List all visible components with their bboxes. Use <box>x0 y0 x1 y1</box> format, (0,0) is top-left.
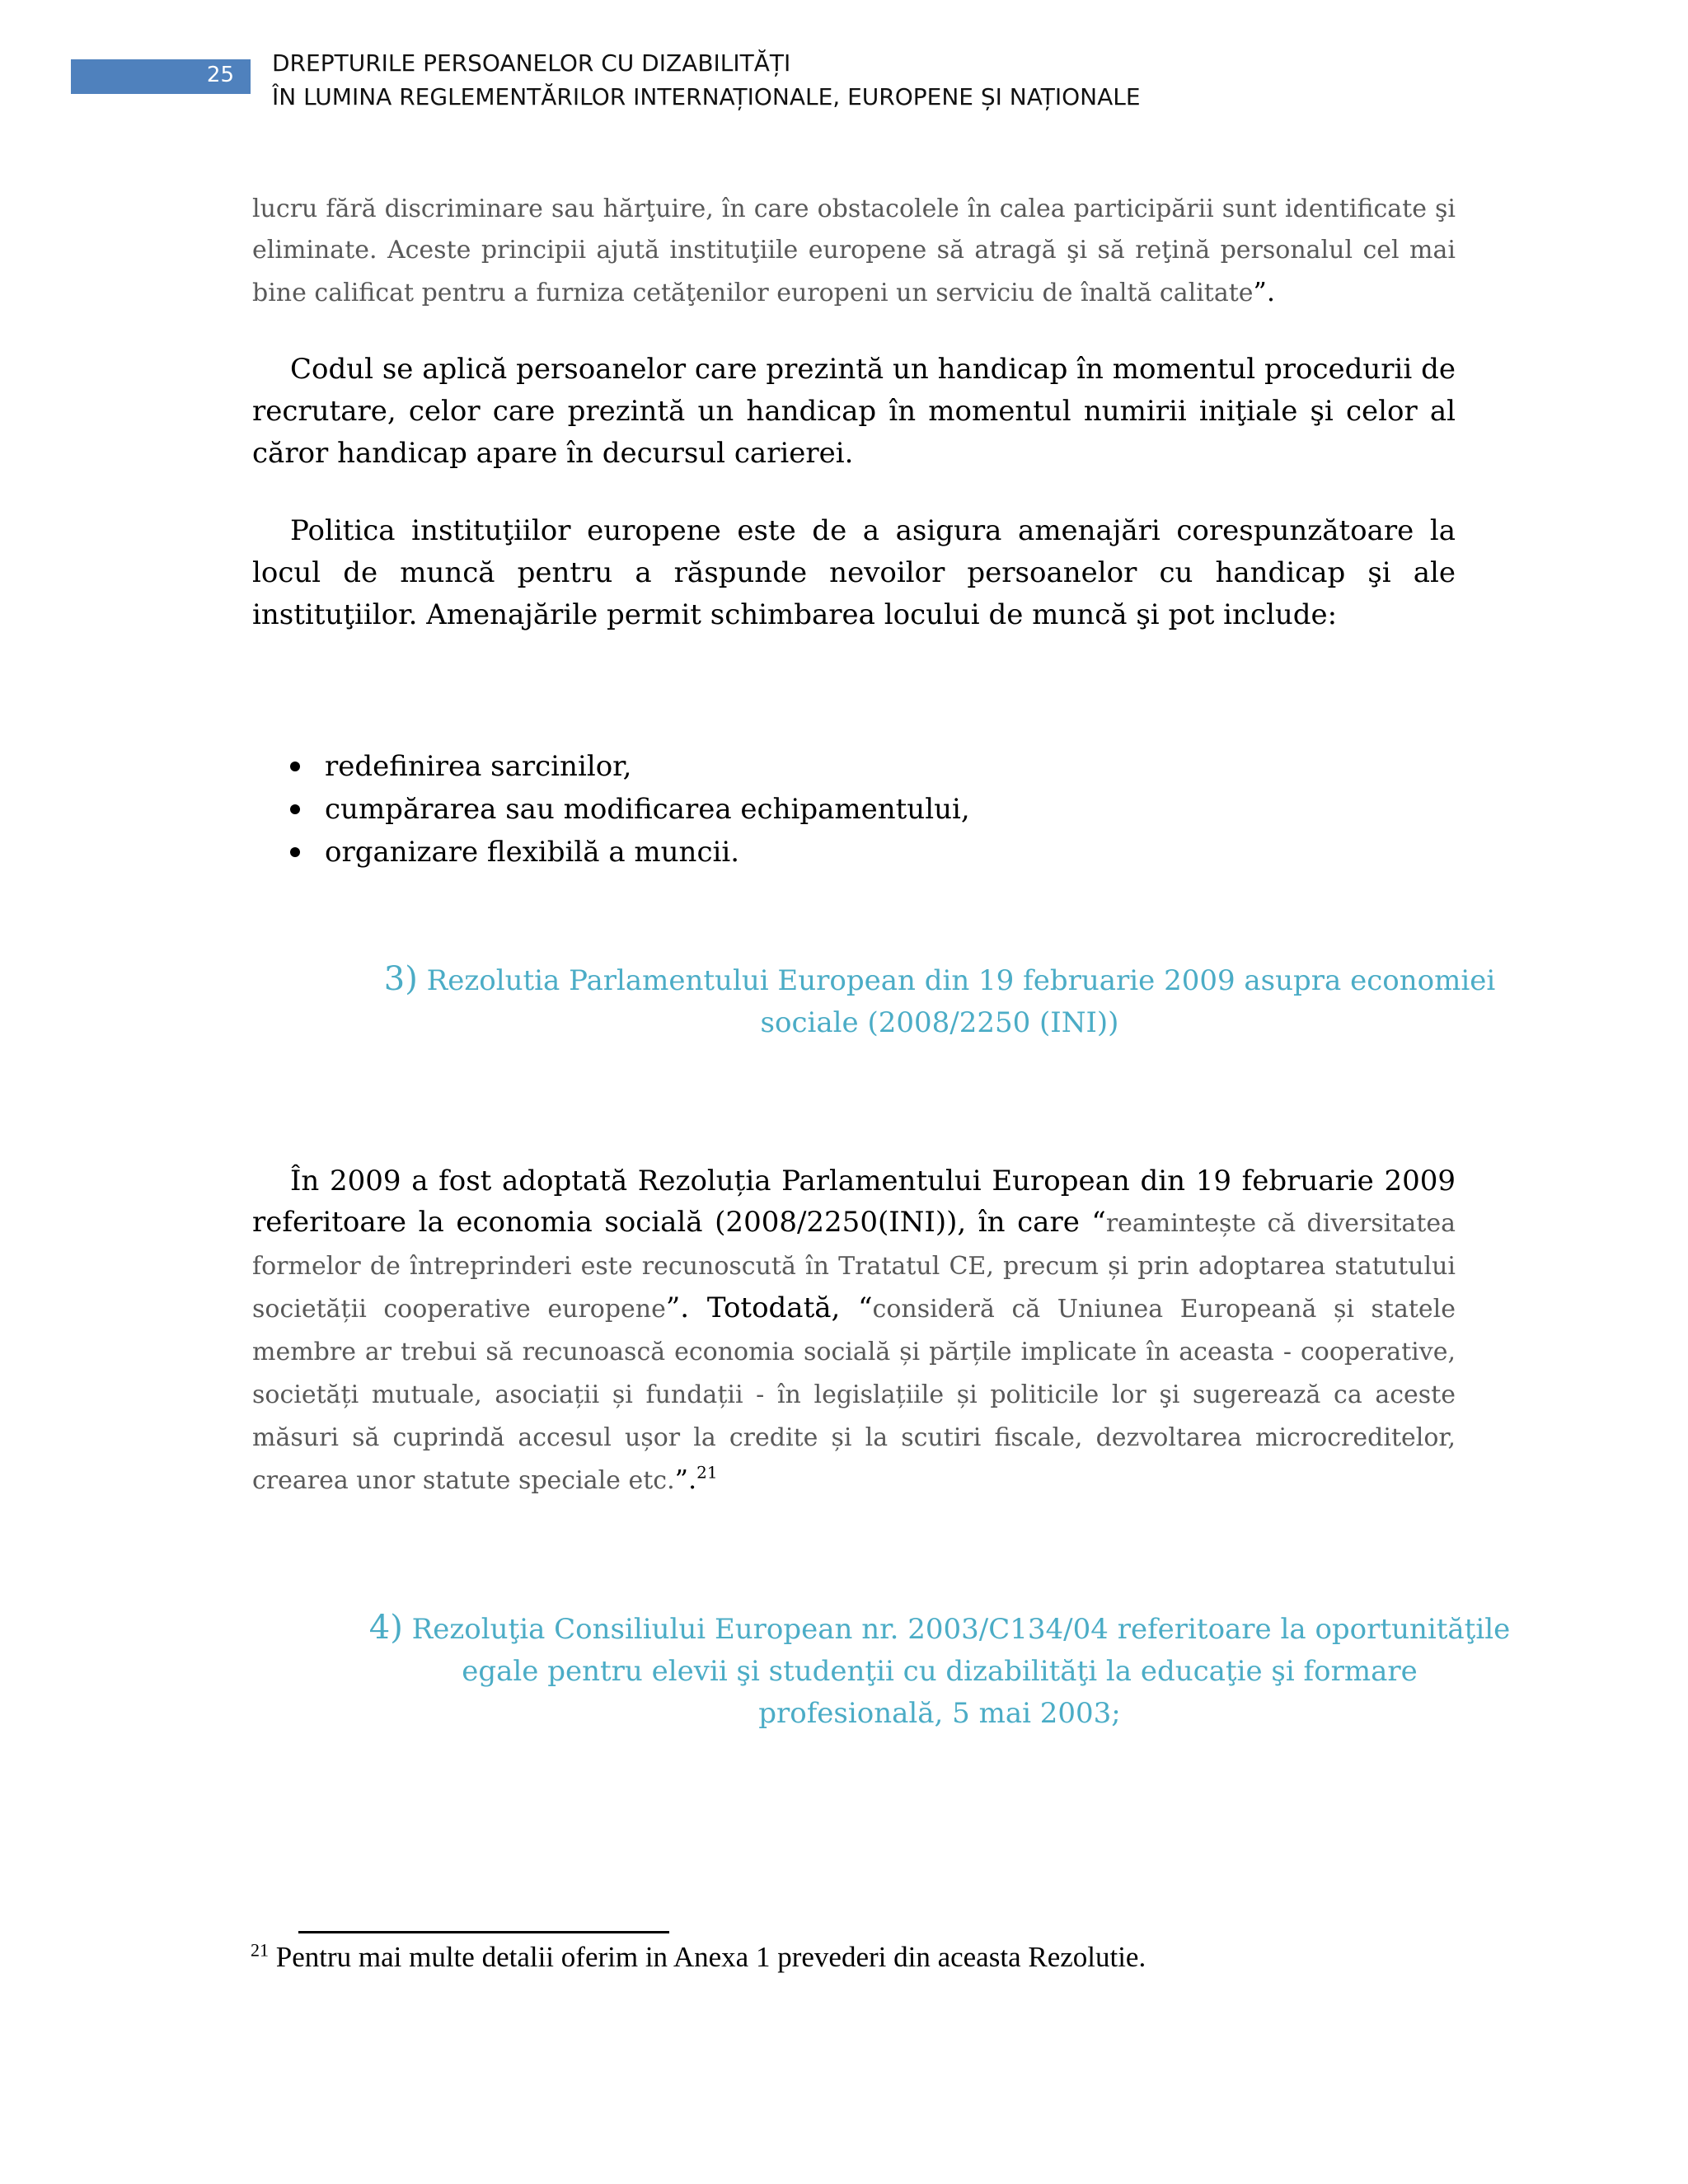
heading-4-line1 <box>363 1607 1517 1651</box>
running-header <box>272 46 1141 114</box>
list-item-text: cumpărarea sau modificarea echipamentului, <box>325 793 970 826</box>
heading-4-text: Rezoluţia Consiliului European nr. 2003/C134/04 referitoare la oportunităţile <box>411 1613 1511 1646</box>
paragraph-3-quote2: consideră că Uniunea Europeană și statele membre ar trebui să recunoască economia socială și părțile implicate în aceasta - cooperative, societăți mutuale, asociații și fundații - în legislațiile și politicile lor şi sugerează ca aceste măsuri să cuprindă accesul ușor la credite și la scutiri fiscale, dezvoltarea microcreditelor, crearea unor statute speciale etc. <box>252 1295 1456 1495</box>
section-heading-4 <box>363 1607 1517 1735</box>
paragraph-code-applies: Codul se aplică persoanelor care prezintă un handicap în momentul procedurii de recrutare, celor care prezintă un handicap în momentul numirii iniţiale şi celor al căror handicap apare în decursul carierei. <box>252 353 1456 470</box>
heading-3-line1 <box>363 958 1517 1002</box>
bullet-list <box>290 745 970 874</box>
page-number-badge <box>71 59 251 94</box>
heading-4-line3: profesională, 5 mai 2003; <box>758 1697 1121 1730</box>
header-title-line2: ÎN LUMINA REGLEMENTĂRILOR INTERNAȚIONALE, EUROPENE ȘI NAȚIONALE <box>272 83 1141 110</box>
quote-continuation <box>252 189 1456 314</box>
paragraph-resolution-2009 <box>252 1160 1456 1502</box>
paragraph-3-close: ”. <box>674 1464 697 1495</box>
heading-3-text: Rezolutia Parlamentului European din 19 februarie 2009 asupra economiei <box>426 964 1496 997</box>
list-item-text: redefinirea sarcinilor, <box>325 750 632 783</box>
bullet-icon <box>290 762 300 771</box>
heading-3-number: 3) <box>383 960 418 998</box>
list-item-text: organizare flexibilă a muncii. <box>325 836 740 869</box>
quote-top-text: lucru fără discriminare sau hărţuire, în care obstacolele în calea participării sunt identificate şi eliminate. Aceste principii ajută instituţiile europene să atragă şi să reţină personalul cel mai bine calificat pentru a furniza cetăţenilor europeni un serviciu de înaltă calitate <box>252 194 1456 307</box>
list-item <box>290 745 970 788</box>
footnote-text: Pentru mai multe detalii oferim in Anexa 1 prevederi din aceasta Rezolutie. <box>269 1941 1146 1973</box>
footnote-mark: 21 <box>251 1939 269 1961</box>
heading-4-line2: egale pentru elevii şi studenţii cu dizabilităţi la educaţie şi formare <box>462 1655 1418 1688</box>
paragraph-3-intro: În 2009 a fost adoptată Rezoluția Parlamentului European din 19 februarie 2009 referitoare la economia socială (2008/2250(INI)), în care “ <box>252 1165 1456 1239</box>
heading-3-line2: sociale (2008/2250 (INI)) <box>760 1006 1119 1039</box>
bullet-icon <box>290 804 300 814</box>
list-item <box>290 788 970 831</box>
paragraph-policy: Politica instituţiilor europene este de a asigura amenajări corespunzătoare la locul de muncă pentru a răspunde nevoilor persoanelor cu handicap şi ale instituţiilor. Amenajările permit schimbarea locului de muncă şi pot include: <box>252 514 1456 631</box>
bullet-icon <box>290 847 300 857</box>
footnote-separator <box>298 1931 669 1933</box>
paragraph-3-quote1: reamintește că diversitatea formelor de întreprinderi este recunoscută în Tratatul CE, precum și prin adoptarea statutului societății cooperative europene <box>252 1209 1456 1324</box>
list-item <box>290 831 970 874</box>
footnote-21 <box>251 1938 1487 1976</box>
quote-top-close: ”. <box>1253 276 1276 307</box>
footnote-reference[interactable]: 21 <box>696 1462 718 1483</box>
paragraph-3-middle: ”. Totodată, “ <box>665 1291 873 1324</box>
heading-4-number: 4) <box>368 1609 403 1647</box>
section-heading-3 <box>363 958 1517 1044</box>
page-number: 25 <box>206 63 234 87</box>
header-title-line1: DREPTURILE PERSOANELOR CU DIZABILITĂȚI <box>272 49 791 77</box>
